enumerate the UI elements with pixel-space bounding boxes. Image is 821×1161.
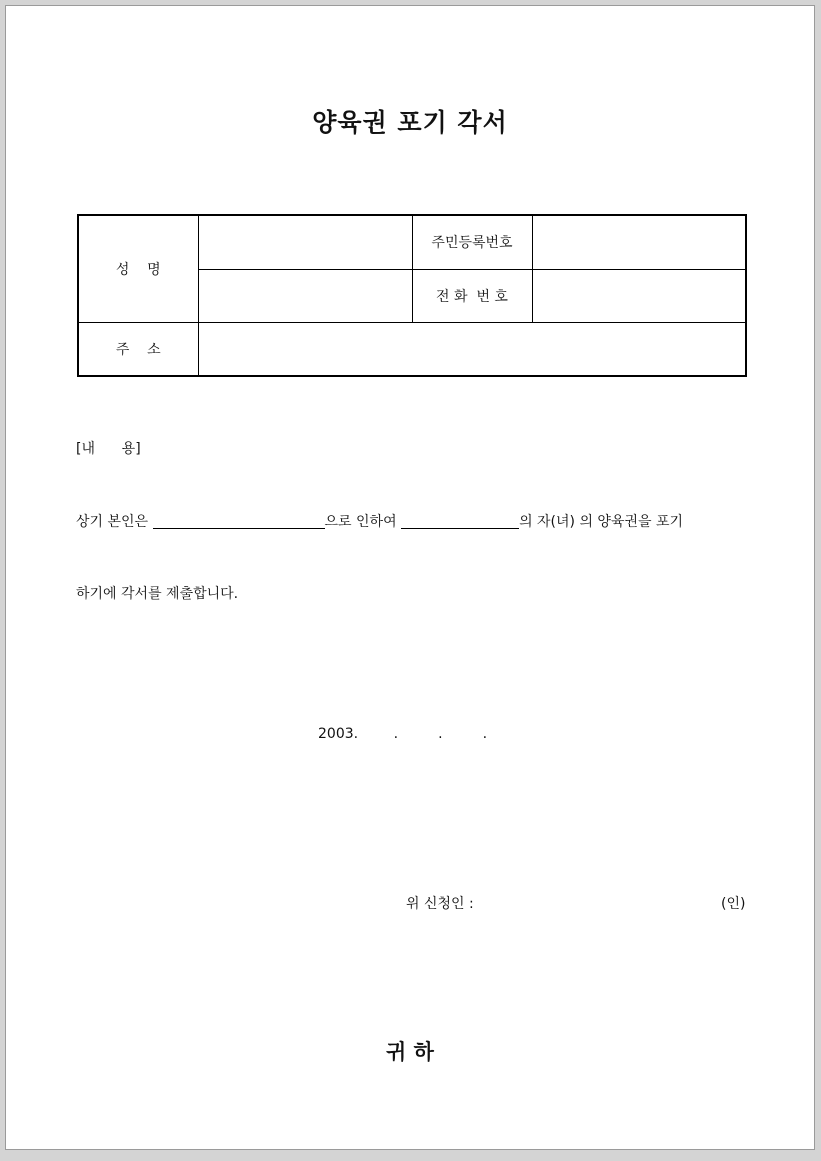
statement-line-2: 하기에 각서를 제출합니다.	[76, 586, 239, 602]
statement-mid: 으로 인하여	[324, 514, 397, 530]
address-label-cell	[78, 322, 198, 376]
rrn-label-cell	[412, 215, 532, 269]
address-label: 주 소	[115, 341, 161, 358]
statement-prefix: 상기 본인은	[76, 514, 149, 530]
rrn-label: 주민등록번호	[431, 235, 513, 252]
name-value-cell[interactable]	[198, 215, 412, 269]
child-name-blank[interactable]	[401, 514, 519, 529]
reason-blank[interactable]	[153, 514, 325, 529]
rrn-value-cell[interactable]	[532, 215, 746, 269]
submission-date: 2003. . . .	[318, 726, 488, 742]
phone-label-cell	[412, 269, 532, 322]
statement-suffix: 의 자(녀) 의 양육권을 포기	[519, 514, 684, 530]
phone-label: 전 화 번 호	[436, 288, 508, 305]
phone-value-cell[interactable]	[532, 269, 746, 322]
document-page	[5, 5, 815, 1150]
statement-line-1	[76, 511, 683, 531]
document-title: 양육권 포기 각서	[312, 108, 508, 137]
applicant-info-table	[77, 214, 747, 377]
name-label: 성 명	[115, 261, 161, 278]
content-section-label: [내 용]	[76, 441, 141, 457]
addressee: 귀 하	[386, 1039, 434, 1064]
name-label-cell	[78, 215, 198, 322]
applicant-label: 위 신청인 :	[406, 896, 474, 912]
seal-mark: (인)	[721, 896, 746, 912]
name-extra-value-cell[interactable]	[198, 269, 412, 322]
address-value-cell[interactable]	[198, 322, 746, 376]
